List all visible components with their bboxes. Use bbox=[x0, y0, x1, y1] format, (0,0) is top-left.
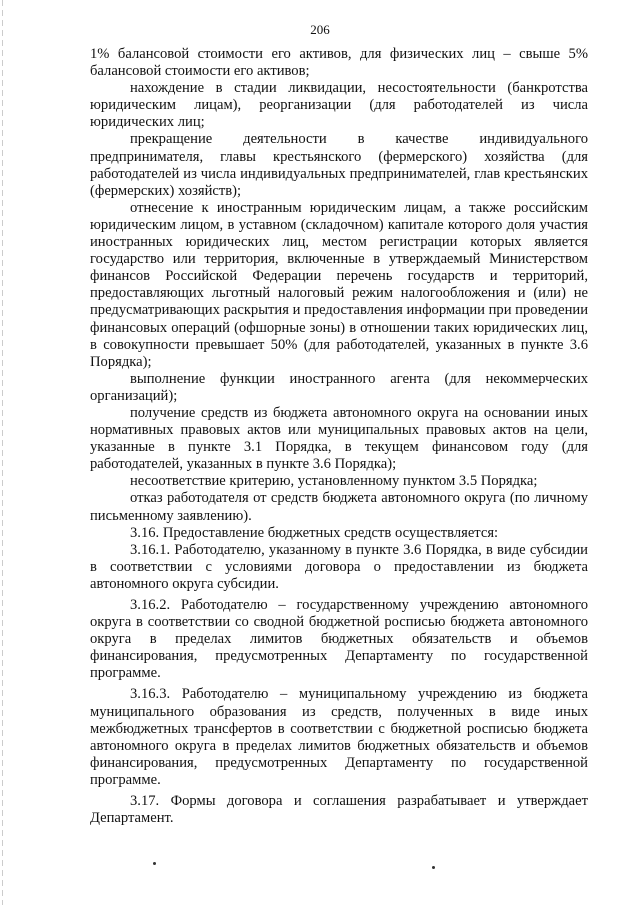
paragraph-other-funding: получение средств из бюджета автономного округа на основании иных нормативных правовых актов или муниципальных правовых актов на цели, указанные в пункте 3.1 Порядка, в текущем финансовом году (для работодателей, указанных в пункте 3.6 Порядка); bbox=[90, 404, 588, 473]
paragraph-foreign-entities: отнесение к иностранным юридическим лицам, а также российским юридическим лицом, в уставном (складочном) капитале которого доля участия иностранных юридических лиц, местом регистрации которых является государство или территория, включенные в утверждаемый Министерством финансов Российской Федерации перечень государств и территорий, предоставляющих льготный налоговый режим налогообложения и (или) не предусматривающих раскрытия и предоставления информации при проведении финансовых операций (офшорные зоны) в отношении таких юридических лиц, в совокупности превышает 50% (для работодателей, указанных в пункте 3.6 Порядка); bbox=[90, 199, 588, 370]
section-3-16-3: 3.16.3. Работодателю – муниципальному учреждению из бюджета муниципального образования из средств, полученных в виде иных межбюджетных трансфертов в соответствии с бюджетной росписью бюджета автономного округа в пределах лимитов бюджетных обязательств и объемов финансирования, предусмотренных Департаменту по государственной программе. bbox=[90, 686, 588, 788]
scan-dot-right bbox=[432, 866, 435, 869]
paragraph-criterion: несоответствие критерию, установленному пунктом 3.5 Порядка; bbox=[130, 473, 538, 490]
paragraph-termination: прекращение деятельности в качестве индивидуального предпринимателя, главы крестьянского (фермерского) хозяйства (для работодателей из числа индивидуальных предпринимателей, глав крестьянских (фермерских) хозяйств); bbox=[90, 131, 588, 199]
paragraph-asset-threshold: 1% балансовой стоимости его активов, для физических лиц – свыше 5% балансовой стоимости его активов; bbox=[90, 46, 588, 80]
page-number: 206 bbox=[310, 22, 330, 37]
scan-edge-line bbox=[2, 0, 3, 905]
paragraph-refusal: отказ работодателя от средств бюджета автономного округа (по личному письменному заявлению). bbox=[90, 490, 588, 524]
paragraph-foreign-agent: выполнение функции иностранного агента (для некоммерческих организаций); bbox=[90, 370, 588, 404]
paragraph-liquidation: нахождение в стадии ликвидации, несостоятельности (банкротства юридическим лицам), реорганизации (для работодателей из числа юридических лиц; bbox=[90, 80, 588, 131]
document-body bbox=[90, 46, 588, 827]
section-3-16-2: 3.16.2. Работодателю – государственному учреждению автономного округа в соответствии со сводной бюджетной росписью бюджета автономного округа в пределах лимитов бюджетных обязательств и объемов финансирования, предусмотренных Департаменту по государственной программе. bbox=[90, 597, 588, 682]
section-3-17: 3.17. Формы договора и соглашения разрабатывает и утверждает Департамент. bbox=[90, 793, 588, 827]
scan-dot-left bbox=[153, 862, 156, 865]
section-3-16-1: 3.16.1. Работодателю, указанному в пункте 3.6 Порядка, в виде субсидии в соответствии с условиями договора о предоставлении из бюджета автономного округа субсидии. bbox=[90, 541, 588, 592]
section-3-16-heading: 3.16. Предоставление бюджетных средств осуществляется: bbox=[130, 524, 499, 541]
